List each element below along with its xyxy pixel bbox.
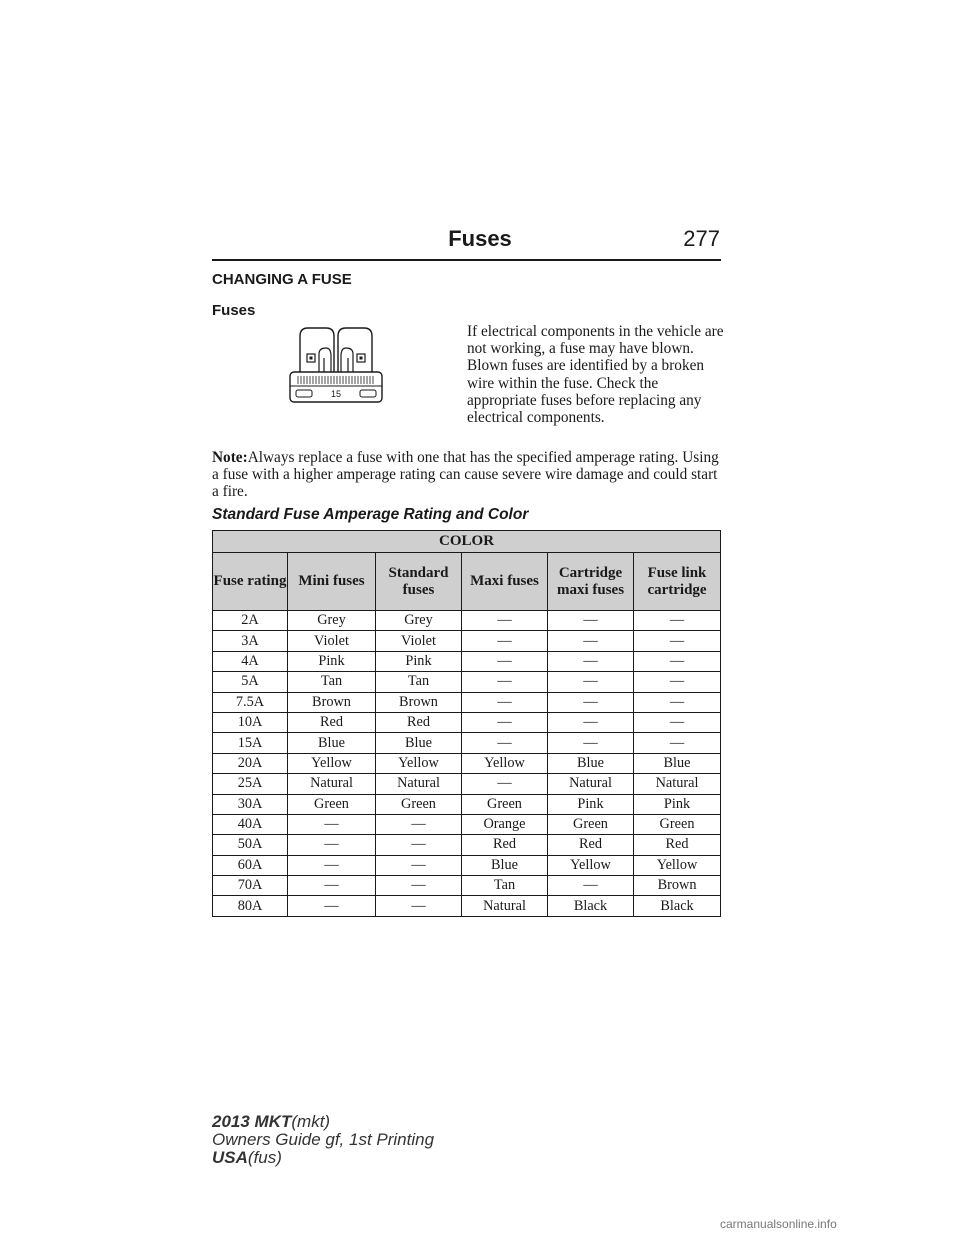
table-cell: — <box>462 692 548 712</box>
table-cell: Red <box>634 835 721 855</box>
table-row <box>213 672 721 692</box>
column-header: Fuse link cartridge <box>634 553 721 611</box>
table-cell: — <box>462 672 548 692</box>
table-cell: 7.5A <box>213 692 288 712</box>
table-cell: — <box>288 876 376 896</box>
table-cell: Orange <box>462 814 548 834</box>
column-header: Maxi fuses <box>462 553 548 611</box>
footer-model: 2013 MKT <box>212 1112 292 1131</box>
table-cell: Grey <box>288 611 376 631</box>
table-cell: — <box>634 692 721 712</box>
fuse-color-table <box>212 530 721 917</box>
table-cell: — <box>548 733 634 753</box>
table-cell: Yellow <box>462 753 548 773</box>
table-cell: Green <box>634 814 721 834</box>
footer-line-2: Owners Guide gf, 1st Printing <box>212 1130 435 1149</box>
table-cell: — <box>462 712 548 732</box>
table-cell: Natural <box>634 774 721 794</box>
table-cell: 5A <box>213 672 288 692</box>
table-cell: Green <box>288 794 376 814</box>
table-cell: Pink <box>634 794 721 814</box>
footer-imprint <box>212 1113 434 1167</box>
table-cell: Brown <box>634 876 721 896</box>
intro-paragraph: If electrical components in the vehicle are not working, a fuse may have blown. Blown fuses are identified by a broken wire within the fuse. Check the appropriate fuses before replacing any electrical components. <box>467 323 724 427</box>
note-paragraph <box>212 449 724 501</box>
note-text: Always replace a fuse with one that has the specified amperage rating. Using a fuse with a higher amperage rating can cause severe wire damage and could start a fire. <box>212 449 719 501</box>
table-cell: Yellow <box>288 753 376 773</box>
table-cell: Natural <box>376 774 462 794</box>
table-cell: — <box>462 611 548 631</box>
table-row <box>213 794 721 814</box>
table-cell: 50A <box>213 835 288 855</box>
fuse-illustration-svg <box>286 324 386 408</box>
table-cell: 70A <box>213 876 288 896</box>
table-cell: — <box>376 896 462 916</box>
page-header-title: Fuses <box>448 226 512 251</box>
table-cell: — <box>548 651 634 671</box>
table-cell: Violet <box>288 631 376 651</box>
table-row <box>213 611 721 631</box>
table-cell: Natural <box>462 896 548 916</box>
table-cell: Natural <box>288 774 376 794</box>
table-row <box>213 814 721 834</box>
table-cell: Black <box>548 896 634 916</box>
table-cell: — <box>548 712 634 732</box>
table-cell: 25A <box>213 774 288 794</box>
table-cell: — <box>548 631 634 651</box>
table-cell: Blue <box>634 753 721 773</box>
table-cell: — <box>634 631 721 651</box>
table-cell: Green <box>462 794 548 814</box>
table-cell: — <box>288 855 376 875</box>
table-cell: 30A <box>213 794 288 814</box>
table-cell: — <box>548 692 634 712</box>
fuse-rating-label: 15 <box>330 389 342 399</box>
column-header: Standard fuses <box>376 553 462 611</box>
table-cell: Tan <box>288 672 376 692</box>
footer-market-code: (fus) <box>247 1148 282 1167</box>
table-cell: 2A <box>213 611 288 631</box>
table-row <box>213 774 721 794</box>
sub-heading: Fuses <box>212 302 256 319</box>
table-cell: Red <box>462 835 548 855</box>
table-row <box>213 733 721 753</box>
table-cell: — <box>376 814 462 834</box>
table-cell: 60A <box>213 855 288 875</box>
table-cell: Blue <box>288 733 376 753</box>
note-label: Note: <box>212 449 248 466</box>
table-cell: Yellow <box>376 753 462 773</box>
table-cell: — <box>288 814 376 834</box>
table-cell: Brown <box>376 692 462 712</box>
table-cell: — <box>634 672 721 692</box>
column-header: Cartridge maxi fuses <box>548 553 634 611</box>
table-cell: — <box>634 651 721 671</box>
table-cell: — <box>548 876 634 896</box>
table-cell: 80A <box>213 896 288 916</box>
footer-model-code: (mkt) <box>291 1112 331 1131</box>
table-cell: — <box>634 733 721 753</box>
table-row <box>213 855 721 875</box>
table-cell: — <box>376 835 462 855</box>
table-cell: 20A <box>213 753 288 773</box>
table-row <box>213 753 721 773</box>
table-row <box>213 896 721 916</box>
table-cell: — <box>462 631 548 651</box>
table-cell: — <box>634 712 721 732</box>
table-cell: Green <box>376 794 462 814</box>
table-cell: Blue <box>376 733 462 753</box>
table-row <box>213 712 721 732</box>
table-cell: — <box>462 774 548 794</box>
header-divider <box>212 259 721 261</box>
table-cell: Red <box>288 712 376 732</box>
table-cell: Yellow <box>548 855 634 875</box>
footer-line-3 <box>212 1149 434 1167</box>
table-cell: — <box>548 672 634 692</box>
table-cell: Red <box>376 712 462 732</box>
table-cell: — <box>376 855 462 875</box>
table-cell: Natural <box>548 774 634 794</box>
table-cell: 10A <box>213 712 288 732</box>
table-cell: — <box>548 611 634 631</box>
table-cell: — <box>462 651 548 671</box>
footer-line-1 <box>212 1113 434 1131</box>
table-cell: Violet <box>376 631 462 651</box>
table-cell: Pink <box>376 651 462 671</box>
table-cell: Brown <box>288 692 376 712</box>
table-cell: Blue <box>462 855 548 875</box>
table-cell: — <box>288 835 376 855</box>
footer-market: USA <box>212 1148 248 1167</box>
table-title: Standard Fuse Amperage Rating and Color <box>212 506 529 523</box>
table-cell: Red <box>548 835 634 855</box>
column-header: Mini fuses <box>288 553 376 611</box>
table-cell: Black <box>634 896 721 916</box>
table-cell: 15A <box>213 733 288 753</box>
blade-fuse-icon <box>286 324 386 408</box>
table-cell: — <box>462 733 548 753</box>
table-cell: Tan <box>376 672 462 692</box>
table-cell: — <box>634 611 721 631</box>
table-row <box>213 876 721 896</box>
table-cell: Tan <box>462 876 548 896</box>
column-header: Fuse rating <box>213 553 288 611</box>
table-row <box>213 692 721 712</box>
table-row <box>213 651 721 671</box>
table-cell: 3A <box>213 631 288 651</box>
table-cell: 4A <box>213 651 288 671</box>
table-cell: Green <box>548 814 634 834</box>
table-group-header: COLOR <box>213 531 721 553</box>
page-number: 277 <box>683 226 720 251</box>
table-cell: Pink <box>288 651 376 671</box>
table-cell: Blue <box>548 753 634 773</box>
table-cell: Grey <box>376 611 462 631</box>
table-row <box>213 631 721 651</box>
table-body <box>213 611 721 917</box>
table-cell: 40A <box>213 814 288 834</box>
table-cell: — <box>288 896 376 916</box>
watermark: carmanualsonline.info <box>720 1217 837 1231</box>
table-cell: Pink <box>548 794 634 814</box>
table-cell: — <box>376 876 462 896</box>
table-cell: Yellow <box>634 855 721 875</box>
table-row <box>213 835 721 855</box>
table-header-row <box>213 553 721 611</box>
section-heading: CHANGING A FUSE <box>212 271 352 288</box>
